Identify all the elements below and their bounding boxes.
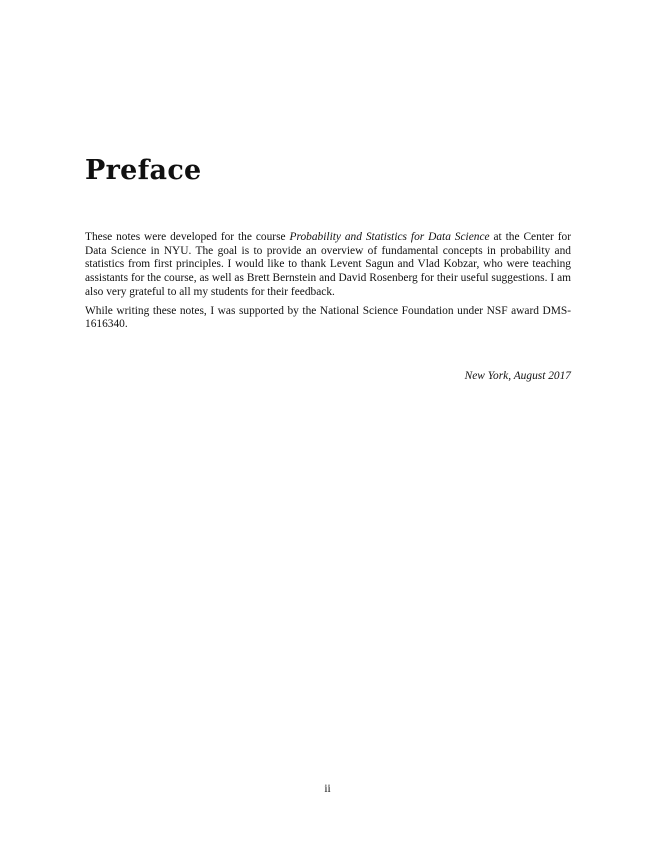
place-date-signature: New York, August 2017 <box>464 370 571 382</box>
course-title: Probability and Statistics for Data Science <box>289 231 490 243</box>
page-number: ii <box>324 783 331 795</box>
preface-paragraph-2: While writing these notes, I was supported by the National Science Foundation under NSF award DMS-1616340. <box>85 304 571 331</box>
preface-body <box>85 231 571 337</box>
paragraph-1-rest: at the Center for Data Science in NYU. The goal is to provide an overview of fundamental concepts in probability and statistics from first principles. I would like to thank Levent Sagun and Vlad Kobzar, who were teaching assistants for the course, as well as Brett Bernstein and David Rosenberg for their useful suggestions. I am also very grateful to all my students for their feedback. <box>85 231 571 298</box>
page-title: Preface <box>85 155 202 186</box>
preface-paragraph-1 <box>85 231 571 300</box>
paragraph-1-intro: These notes were developed for the course <box>85 231 290 243</box>
